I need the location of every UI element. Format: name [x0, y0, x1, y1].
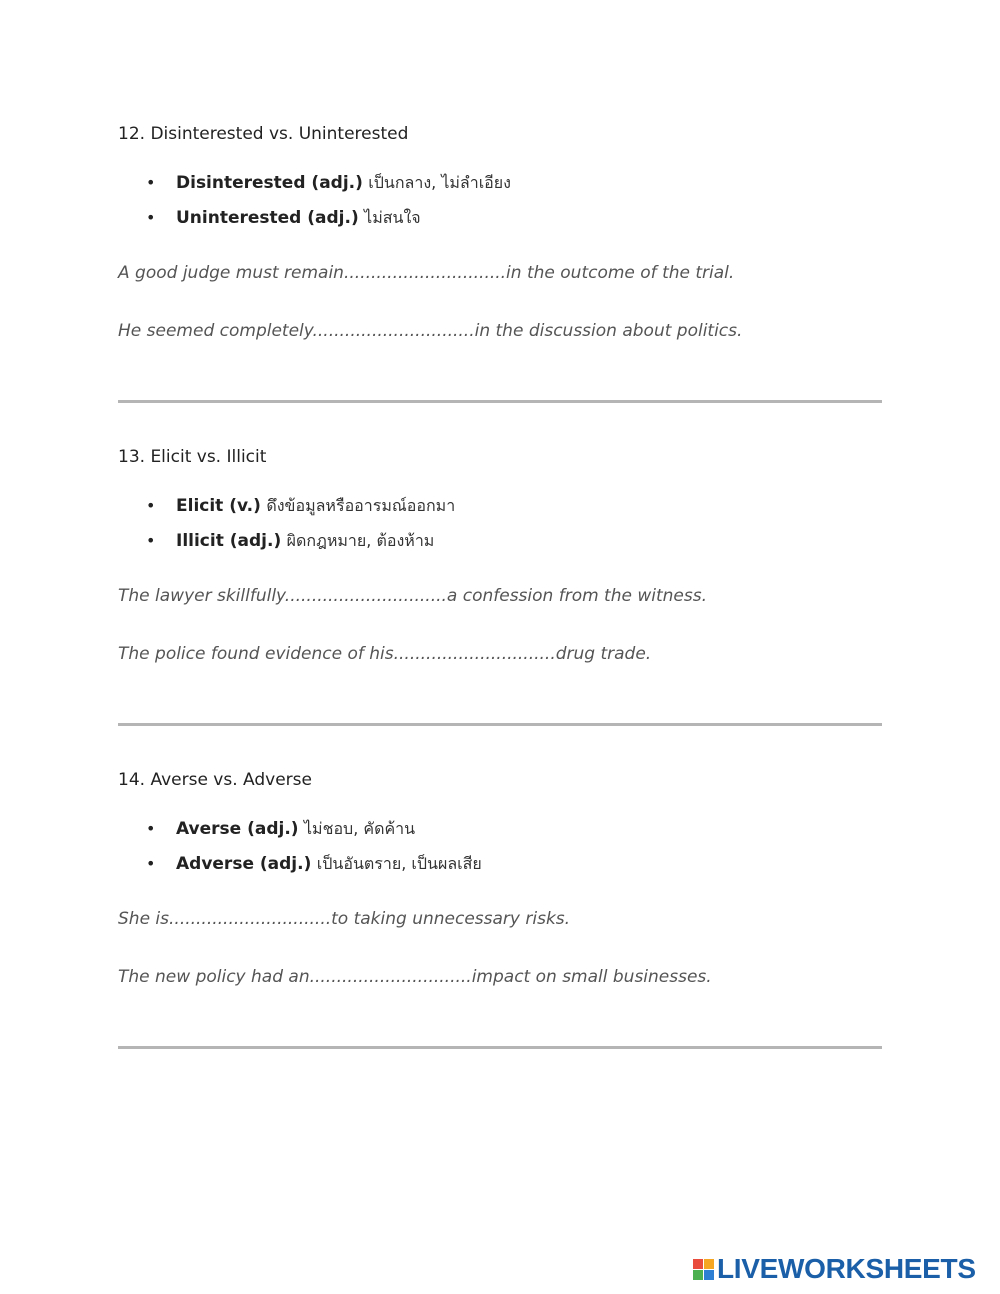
logo-square	[693, 1259, 703, 1269]
practice-sentence: He seemed completely..............................in the discussion about politics.	[118, 321, 743, 341]
definition-meaning: ดึงข้อมูลหรืออารมณ์ออกมา	[266, 496, 456, 515]
definition-term: Adverse (adj.)	[176, 854, 312, 874]
definition-item	[118, 818, 482, 853]
practice-sentence: She is..............................to taking unnecessary risks.	[118, 909, 571, 929]
bullet-icon: •	[146, 854, 156, 873]
definition-term: Disinterested (adj.)	[176, 173, 363, 193]
bullet-icon: •	[146, 173, 156, 192]
section-divider	[118, 1046, 882, 1049]
logo-squares-icon	[693, 1259, 714, 1280]
section-divider	[118, 723, 882, 726]
definition-term: Averse (adj.)	[176, 819, 299, 839]
section-heading: 13. Elicit vs. Illicit	[118, 447, 267, 467]
definition-item	[118, 853, 482, 888]
definition-item	[118, 172, 511, 207]
practice-sentence: The police found evidence of his..............................drug trade.	[118, 644, 652, 664]
practice-sentence: The lawyer skillfully..............................a confession from the witness.	[118, 586, 707, 606]
definition-item	[118, 530, 455, 565]
bullet-icon: •	[146, 496, 156, 515]
definition-term: Elicit (v.)	[176, 496, 261, 516]
definition-meaning: ไม่ชอบ, คัดค้าน	[303, 819, 416, 838]
liveworksheets-logo	[693, 1252, 976, 1286]
definition-item	[118, 495, 455, 530]
logo-text: LIVEWORKSHEETS	[717, 1253, 976, 1284]
logo-square	[693, 1270, 703, 1280]
definition-term: Uninterested (adj.)	[176, 208, 359, 228]
logo-square	[704, 1259, 714, 1269]
definition-meaning: ไม่สนใจ	[364, 208, 421, 227]
bullet-icon: •	[146, 819, 156, 838]
definition-list	[118, 172, 511, 242]
section-heading: 14. Averse vs. Adverse	[118, 770, 312, 790]
definition-meaning: เป็นกลาง, ไม่ลำเอียง	[368, 173, 511, 192]
section-heading: 12. Disinterested vs. Uninterested	[118, 124, 409, 144]
definition-meaning: เป็นอันตราย, เป็นผลเสีย	[316, 854, 482, 873]
definition-item	[118, 207, 511, 242]
practice-sentence: The new policy had an..............................impact on small businesses.	[118, 967, 712, 987]
bullet-icon: •	[146, 208, 156, 227]
definition-term: Illicit (adj.)	[176, 531, 282, 551]
bullet-icon: •	[146, 531, 156, 550]
definition-list	[118, 818, 482, 888]
definition-list	[118, 495, 455, 565]
practice-sentence: A good judge must remain..............................in the outcome of the trial.	[118, 263, 735, 283]
definition-meaning: ผิดกฎหมาย, ต้องห้าม	[286, 531, 435, 550]
section-divider	[118, 400, 882, 403]
logo-square	[704, 1270, 714, 1280]
